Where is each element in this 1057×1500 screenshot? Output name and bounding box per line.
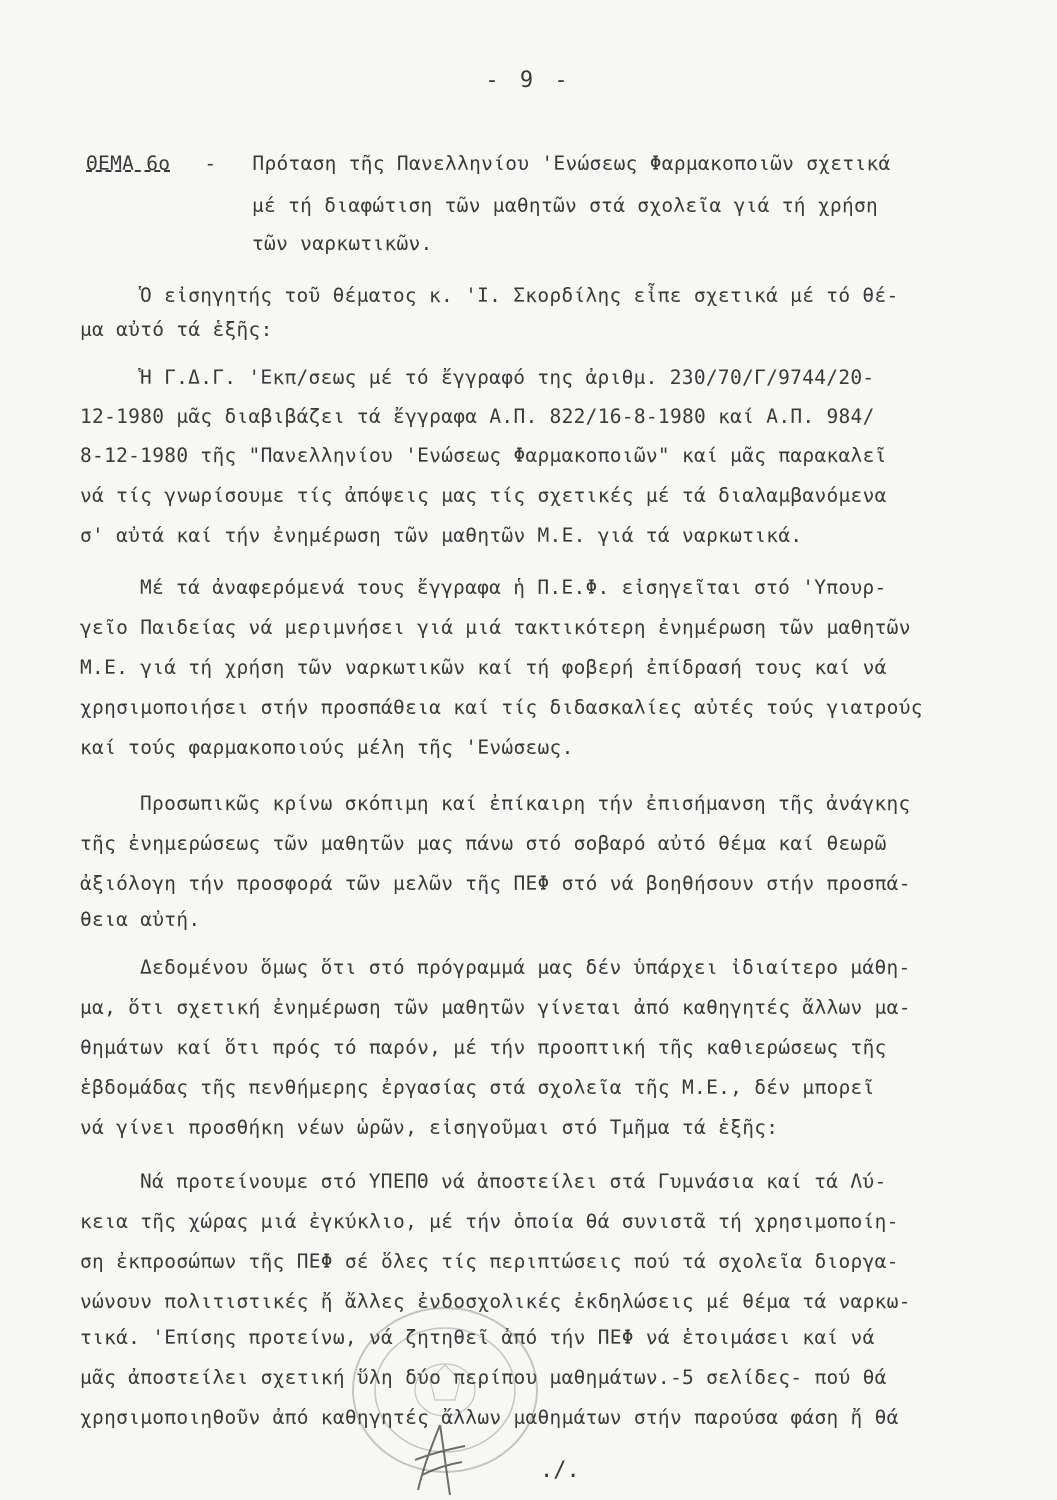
paragraph-5-line-4: ἑβδομάδας τῆς πενθήμερης ἐργασίας στά σχολεῖα τῆς Μ.Ε., δέν μπορεῖ — [80, 1076, 875, 1099]
page-number: - 9 - — [485, 68, 572, 93]
paragraph-2-line-2: 12-1980 μᾶς διαβιβάζει τά ἔγγραφα Α.Π. 822/16-8-1980 καί Α.Π. 984/ — [80, 405, 875, 428]
paragraph-2-line-5: σ' αὐτά καί τήν ἐνημέρωση τῶν μαθητῶν Μ.Ε. γιά τά ναρκωτικά. — [80, 524, 803, 547]
paragraph-3-line-1: Μέ τά ἀναφερόμενά τους ἔγγραφα ἡ Π.Ε.Φ. εἰσηγεῖται στό 'Υπουρ- — [140, 576, 887, 599]
paragraph-5-line-1: Δεδομένου ὅμως ὅτι στό πρόγραμμά μας δέν ὑπάρχει ἰδιαίτερο μάθη- — [140, 956, 911, 979]
subject-line-3: τῶν ναρκωτικῶν. — [252, 232, 433, 255]
paragraph-5-line-2: μα, ὅτι σχετική ἐνημέρωση τῶν μαθητῶν γίνεται ἀπό καθηγητές ἄλλων μα- — [80, 996, 911, 1019]
paragraph-6-line-7: χρησιμοποιηθοῦν ἀπό καθηγητές ἄλλων μαθημάτων στήν παρούσα φάση ἤ θά — [80, 1406, 899, 1429]
subject-heading — [86, 152, 891, 175]
paragraph-6-line-4: νώνουν πολιτιστικές ἤ ἄλλες ἐνδοσχολικές ἐκδηλώσεις μέ θέμα τά ναρκω- — [80, 1290, 911, 1313]
paragraph-2-line-4: νά τίς γνωρίσουμε τίς ἀπόψεις μας τίς σχετικές μέ τά διαλαμβανόμενα — [80, 484, 887, 507]
paragraph-5-line-5: νά γίνει προσθήκη νέων ὡρῶν, εἰσηγοῦμαι στό Τμῆμα τά ἑξῆς: — [80, 1116, 779, 1139]
signature-icon — [410, 1420, 470, 1500]
paragraph-1-line-1: Ὁ εἰσηγητής τοῦ θέματος κ. 'Ι. Σκορδίλης εἶπε σχετικά μέ τό θέ- — [140, 284, 899, 307]
subject-line-1: Πρόταση τῆς Πανελληνίου 'Ενώσεως Φαρμακοποιῶν σχετικά — [252, 152, 891, 175]
continuation-mark: ./. — [540, 1458, 580, 1483]
paragraph-6-line-3: ση ἐκπροσώπων τῆς ΠΕΦ σέ ὅλες τίς περιπτώσεις πού τά σχολεῖα διοργα- — [80, 1250, 899, 1273]
subject-label: ΘΕΜΑ 6ο — [86, 152, 171, 175]
paragraph-3-line-5: καί τούς φαρμακοποιούς μέλη τῆς 'Ενώσεως. — [80, 736, 574, 759]
paragraph-3-line-3: Μ.Ε. γιά τή χρήση τῶν ναρκωτικῶν καί τή φοβερή ἐπίδρασή τους καί νά — [80, 656, 887, 679]
paragraph-6-line-6: μᾶς ἀποστείλει σχετική ὕλη δύο περίπου μαθημάτων.-5 σελίδες- πού θά — [80, 1366, 887, 1389]
subject-line-2: μέ τή διαφώτιση τῶν μαθητῶν στά σχολεῖα γιά τή χρήση — [252, 194, 879, 217]
paragraph-4-line-4: θεια αὐτή. — [80, 908, 201, 931]
subject-dash: - — [204, 152, 217, 175]
paragraph-3-line-4: χρησιμοποιήσει στήν προσπάθεια καί τίς διδασκαλίες αὐτές τούς γιατρούς — [80, 696, 923, 719]
paragraph-4-line-2: τῆς ἐνημερώσεως τῶν μαθητῶν μας πάνω στό σοβαρό αὐτό θέμα καί θεωρῶ — [80, 832, 887, 855]
paragraph-6-line-5: τικά. 'Επίσης προτείνω, νά ζητηθεῖ ἀπό τήν ΠΕΦ νά ἑτοιμάσει καί νά — [80, 1326, 875, 1349]
paragraph-3-line-2: γεῖο Παιδείας νά μεριμνήσει γιά μιά τακτικότερη ἐνημέρωση τῶν μαθητῶν — [80, 616, 911, 639]
paragraph-1-line-2: μα αὐτό τά ἑξῆς: — [80, 318, 273, 341]
paragraph-6-line-1: Νά προτείνουμε στό ΥΠΕΠΘ νά ἀποστείλει στά Γυμνάσια καί τά Λύ- — [140, 1170, 887, 1193]
paragraph-2-line-3: 8-12-1980 τῆς "Πανελληνίου 'Ενώσεως Φαρμακοποιῶν" καί μᾶς παρακαλεῖ — [80, 444, 887, 467]
paragraph-4-line-3: ἀξιόλογη τήν προσφορά τῶν μελῶν τῆς ΠΕΦ στό νά βοηθήσουν στήν προσπά- — [80, 872, 911, 895]
paragraph-4-line-1: Προσωπικῶς κρίνω σκόπιμη καί ἐπίκαιρη τήν ἐπισήμανση τῆς ἀνάγκης — [140, 792, 911, 815]
paragraph-6-line-2: κεια τῆς χώρας μιά ἐγκύκλιο, μέ τήν ὁποία θά συνιστᾶ τή χρησιμοποίη- — [80, 1210, 899, 1233]
paragraph-5-line-3: θημάτων καί ὅτι πρός τό παρόν, μέ τήν προοπτική τῆς καθιερώσεως τῆς — [80, 1036, 887, 1059]
paragraph-2-line-1: Ἡ Γ.Δ.Γ. 'Εκπ/σεως μέ τό ἔγγραφό της ἀριθμ. 230/70/Γ/9744/20- — [140, 366, 875, 389]
